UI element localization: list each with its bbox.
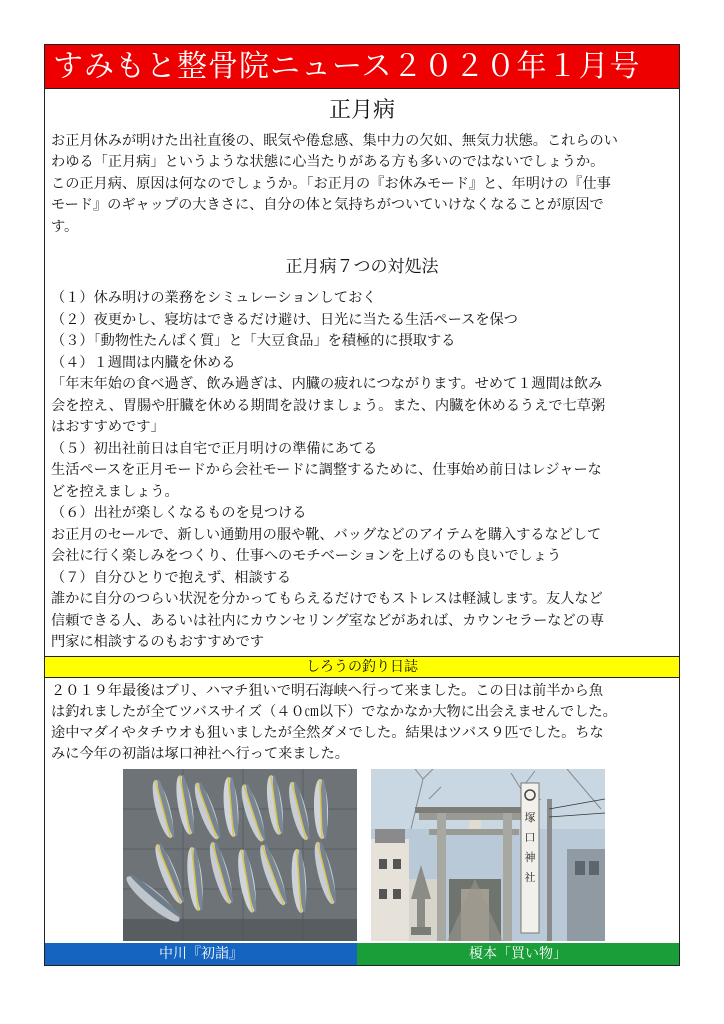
tip-line: （１）休み明けの業務をシミュレーションしておく — [51, 290, 377, 306]
shrine-photo — [371, 769, 605, 941]
tip-line: （７）自分ひとりで抱えず、相談する — [51, 569, 292, 586]
tip-line: どを控えましょう。 — [51, 483, 179, 500]
fishing-line: は釣れましたが全てツバスサイズ（４０㎝以下）でなかなか大物に出会えませんでした。 — [51, 704, 617, 720]
tip-line: 「年末年始の食べ過ぎ、飲み過ぎは、内臓の疲れにつながります。せめて１週間は飲み — [51, 376, 603, 392]
newsletter-title: すみもと整骨院ニュース２０２０年１月号 — [53, 49, 641, 84]
shrine-sign-char: 社 — [524, 871, 536, 884]
tip-line: 生活ペースを正月モードから会社モードに調整するために、仕事始め前日はレジャーな — [51, 462, 602, 478]
fish-catch-photo — [123, 769, 357, 941]
paragraph-line: お正月休みが明けた出社直後の、眠気や倦怠感、集中力の欠如、無気力状態。これらのい — [51, 133, 618, 149]
tips-title: 正月病７つの対処法 — [285, 257, 439, 277]
tips-list — [51, 288, 675, 654]
shrine-sign-char: 口 — [524, 831, 536, 844]
tip-line: お正月のセールで、新しい通勤用の服や靴、バッグなどのアイテムを購入するなどして — [51, 526, 602, 543]
masthead — [45, 45, 679, 89]
newsletter-sheet — [44, 44, 680, 966]
tip-line: （６）出社が楽しくなるものを見つける — [51, 505, 307, 521]
paragraph-line: す。 — [51, 218, 79, 235]
tip-line: （２）夜更かし、寝坊はできるだけ避け、日光に当たる生活ペースを保つ — [51, 311, 518, 328]
fishing-line: みに今年の初詣は塚口神社へ行って来ました。 — [51, 746, 349, 762]
article-paragraph — [51, 131, 675, 238]
shrine-sign-char: 神 — [524, 851, 536, 864]
paragraph-line: モード』のギャップの大きさに、自分の体と気持ちがついていけなくなることが原因で — [51, 197, 604, 214]
caption-right: 榎本「買い物」 — [357, 943, 679, 965]
tip-line: （４）１週間は内臓を休める — [51, 354, 236, 371]
fishing-diary-band: しろうの釣り日誌 — [45, 656, 679, 678]
fishing-diary-text — [51, 681, 675, 765]
tip-line: 会社に行く楽しみをつくり、仕事へのモチベーションを上げるのも良いでしょう — [51, 548, 562, 564]
shrine-sign-char: 塚 — [524, 811, 536, 824]
fishing-line: 途中マダイやタチウオも狙いましたが全然ダメでした。結果はツバス９匹でした。ちな — [51, 725, 604, 741]
paragraph-line: この正月病、原因は何なのでしょうか。「お正月の『お休みモード』と、年明けの『仕事 — [51, 175, 611, 192]
fishing-line: ２０１９年最後はブリ、ハマチ狙いで明石海峡へ行って来ました。この日は前半から魚 — [51, 683, 604, 699]
paragraph-line: わゆる「正月病」というような状態に心当たりがある方も多いのではないでしょうか。 — [51, 154, 605, 171]
caption-left: 中川『初詣』 — [45, 943, 357, 965]
tip-line: 信頼できる人、あるいは社内にカウンセリング室などがあれば、カウンセラーなどの専 — [51, 612, 605, 629]
tip-line: 会を控え、胃腸や肝臓を休める期間を設けましょう。また、内臓を休めるうえで七草粥 — [51, 397, 606, 414]
tip-line: 門家に相談するのもおすすめです — [51, 634, 264, 650]
tip-line: （５）初出社前日は自宅で正月明けの準備にあてる — [51, 440, 378, 457]
tip-line: はおすすめです」 — [51, 419, 165, 435]
tip-line: （３）「動物性たんぱく質」と「大豆食品」を積極的に摂取する — [51, 333, 456, 349]
article-title: 正月病 — [328, 98, 395, 123]
tip-line: 誰かに自分のつらい状況を分かってもらえるだけでもストレスは軽減します。友人など — [51, 591, 603, 607]
